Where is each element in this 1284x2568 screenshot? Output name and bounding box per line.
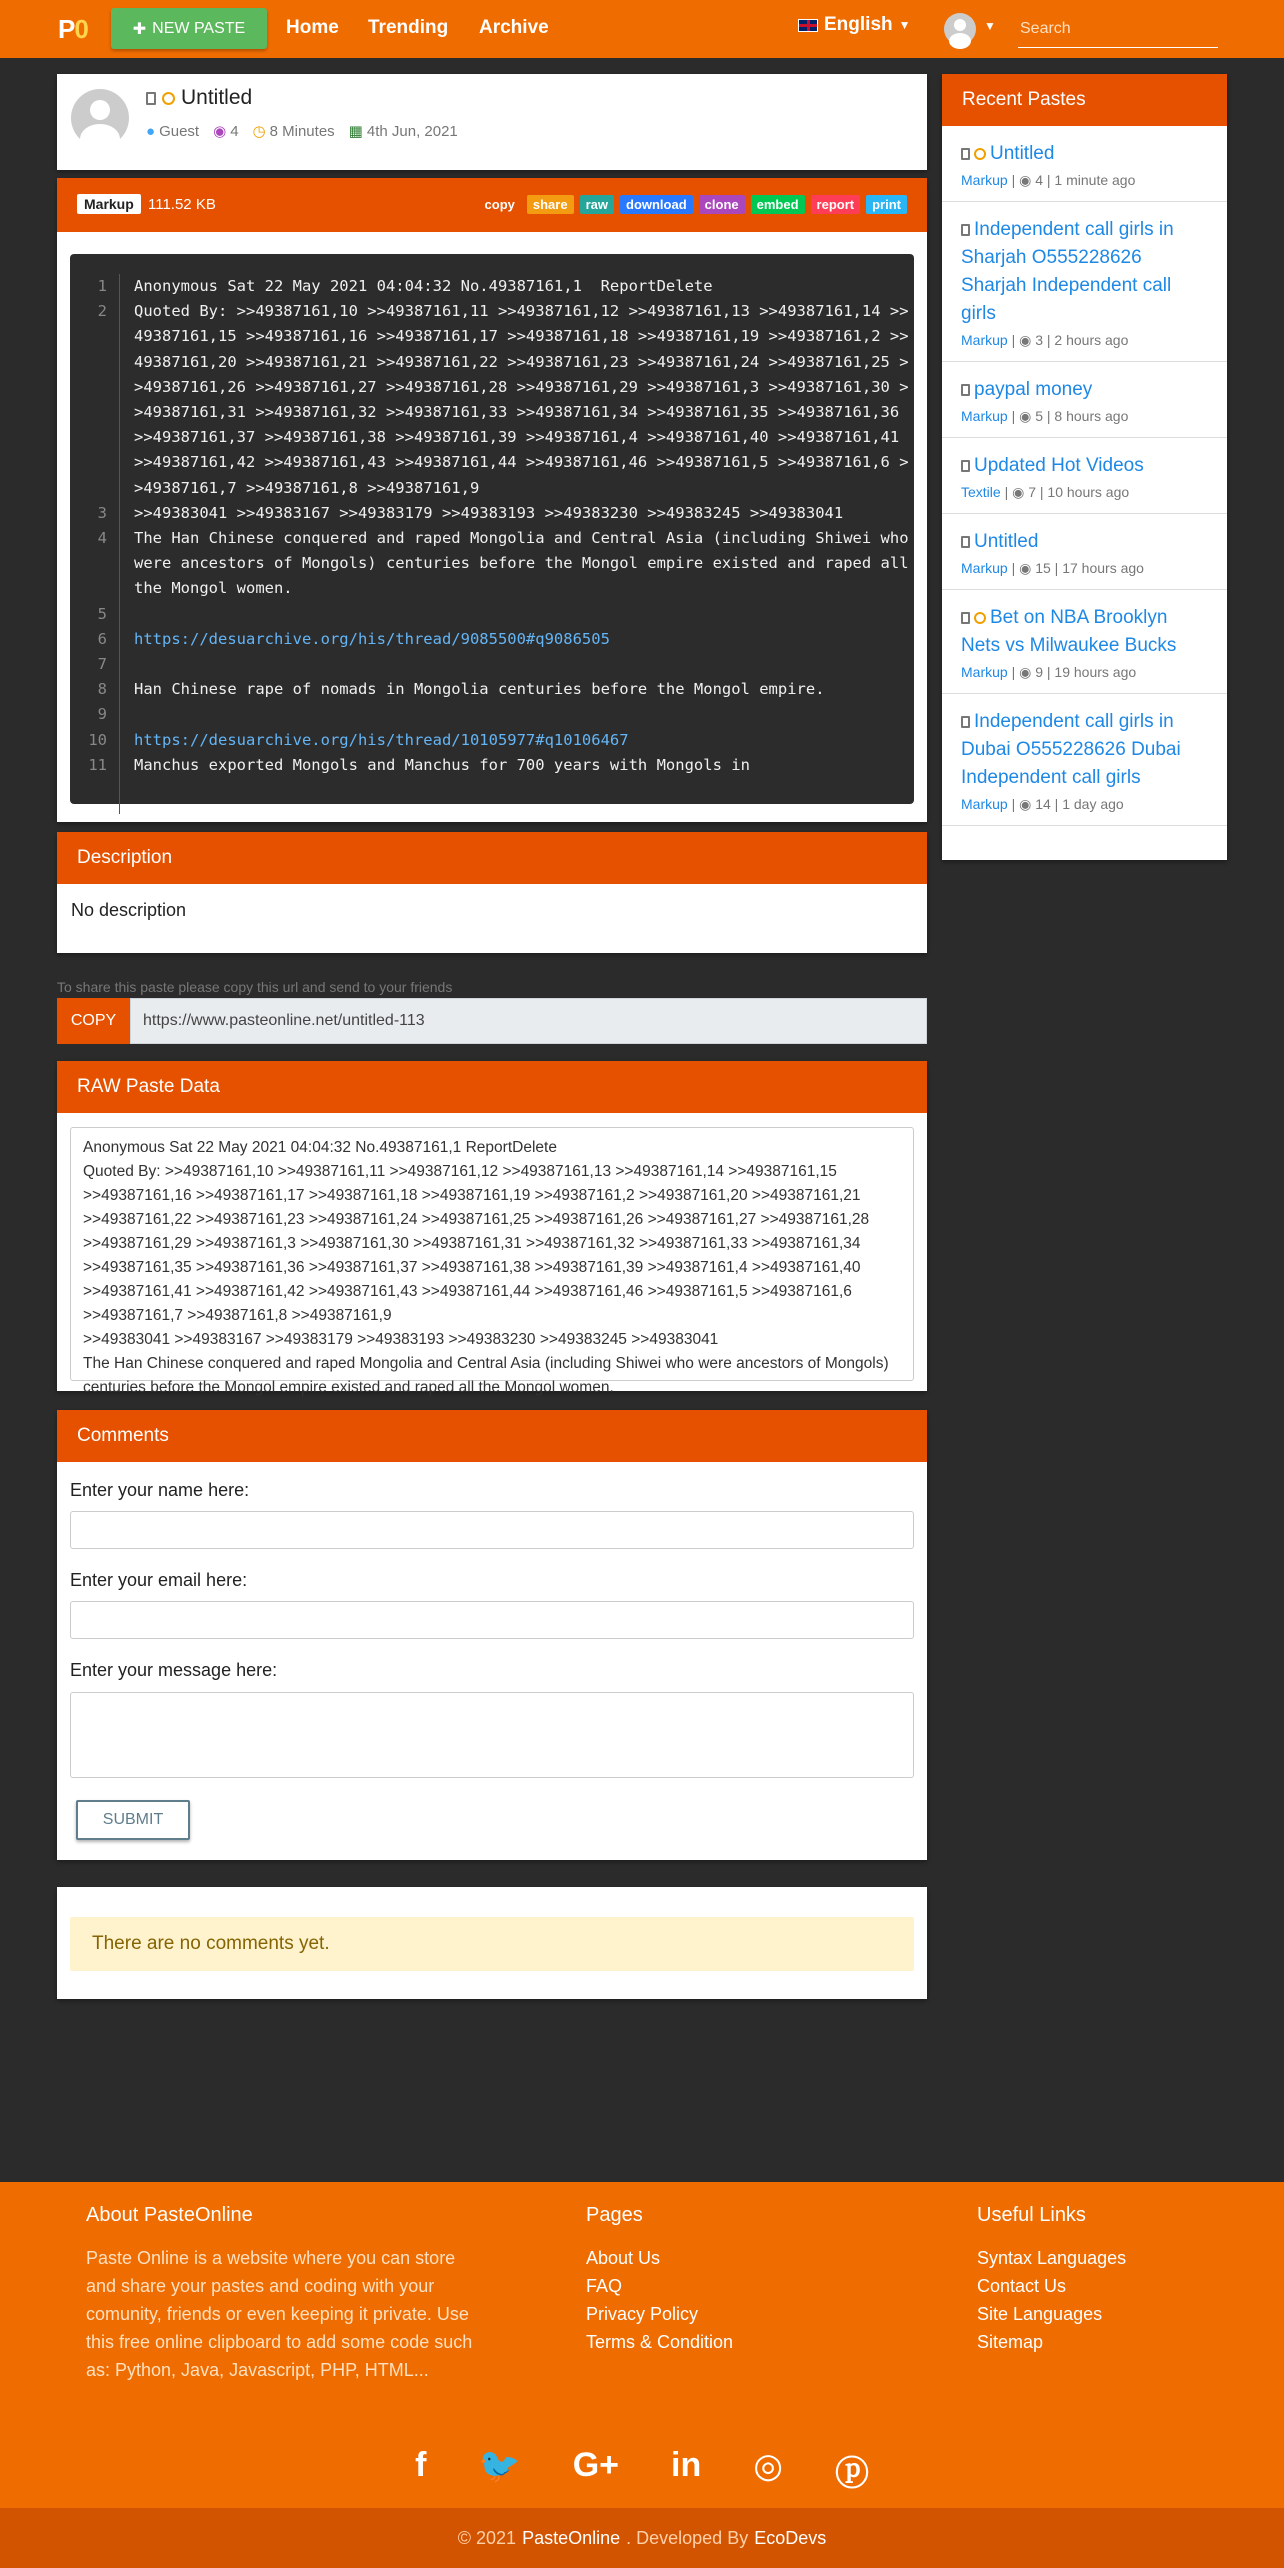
line-number: 5	[97, 605, 107, 623]
document-icon	[961, 716, 970, 728]
line-number: 1	[97, 277, 107, 295]
footer-link-about[interactable]: About Us	[586, 2248, 661, 2268]
code-line: Han Chinese rape of nomads in Mongolia centuries before the Mongol empire.	[134, 680, 825, 699]
document-icon	[961, 536, 970, 548]
navbar	[0, 0, 1284, 58]
recent-paste-syntax[interactable]: Textile	[961, 484, 1001, 500]
recent-paste-syntax[interactable]: Markup	[961, 560, 1008, 576]
recent-pastes-heading: Recent Pastes	[942, 74, 1227, 126]
code-line	[134, 652, 914, 677]
code-line	[134, 702, 914, 727]
document-icon	[961, 224, 970, 236]
recent-paste-item[interactable]	[942, 202, 1227, 362]
syntax-badge: Markup	[77, 194, 141, 214]
paste-size: 111.52 KB	[148, 196, 216, 213]
recent-paste-syntax[interactable]: Markup	[961, 408, 1008, 424]
code-line	[134, 602, 914, 627]
share-url-field[interactable]: https://www.pasteonline.net/untitled-113	[130, 998, 927, 1044]
nav-home[interactable]: Home	[286, 17, 339, 38]
submit-button[interactable]: SUBMIT	[76, 1800, 190, 1840]
eye-icon: ◉	[1019, 332, 1032, 348]
document-icon	[961, 384, 970, 396]
eye-icon: ◉	[213, 123, 227, 140]
clock-icon	[974, 148, 986, 160]
footer-useful-list	[977, 2244, 1126, 2356]
line-number: 2	[97, 302, 107, 320]
code-line: >>49383041 >>49383167 >>49383179 >>49383193 >>49383230 >>49383245 >>49383041	[134, 503, 844, 522]
code-line: Anonymous Sat 22 May 2021 04:04:32 No.49387161,1 ReportDelete	[134, 277, 713, 295]
line-number: 6	[97, 630, 107, 648]
document-icon	[961, 460, 970, 472]
download-button[interactable]: download	[620, 195, 693, 214]
calendar-icon: ▦	[348, 123, 363, 140]
raw-card	[57, 1061, 927, 1396]
eye-icon: ◉	[1019, 664, 1032, 680]
recent-paste-meta: Markup | ◉ 3 | 2 hours ago	[961, 332, 1129, 348]
code-line: The Han Chinese conquered and raped Mongolia and Central Asia (including Shiwei who were ancestors of Mongols) centuries before the Mongol empire existed and raped all the Mongol women.	[134, 529, 918, 598]
recent-paste-item[interactable]	[942, 126, 1227, 202]
footer-link-faq[interactable]: FAQ	[586, 2276, 623, 2296]
code-content	[134, 274, 918, 778]
print-button[interactable]: print	[866, 195, 907, 214]
caret-down-icon: ▼	[898, 18, 911, 32]
line-number: 7	[97, 655, 107, 673]
name-label: Enter your name here:	[70, 1480, 250, 1500]
social-links	[0, 2446, 1284, 2495]
recent-paste-views: 14 | 1 day ago	[1031, 796, 1124, 812]
name-input[interactable]	[70, 1511, 914, 1549]
recent-paste-views: 7 | 10 hours ago	[1024, 484, 1130, 500]
embed-button[interactable]: embed	[751, 195, 805, 214]
recent-paste-item[interactable]	[942, 438, 1227, 514]
recent-paste-views: 4 | 1 minute ago	[1031, 172, 1136, 188]
code-line: Manchus exported Mongols and Manchus for 700 years with Mongols in	[134, 755, 750, 774]
line-number: 11	[88, 756, 107, 774]
document-icon	[146, 92, 156, 105]
footer-link-languages[interactable]: Site Languages	[977, 2304, 1103, 2324]
code-viewer[interactable]	[70, 254, 918, 804]
footer-about-heading: About PasteOnline	[86, 2204, 253, 2226]
recent-paste-views: 9 | 19 hours ago	[1031, 664, 1137, 680]
email-label: Enter your email here:	[70, 1570, 248, 1590]
recent-paste-syntax[interactable]: Markup	[961, 172, 1008, 188]
raw-paste-textarea[interactable]	[70, 1127, 914, 1396]
share-url-group	[57, 998, 927, 1044]
recent-paste-meta: Textile | ◉ 7 | 10 hours ago	[961, 484, 1130, 500]
caret-down-icon[interactable]: ▼	[984, 19, 996, 33]
comments-card	[57, 1410, 927, 1860]
share-hint: To share this paste please copy this url and send to your friends	[57, 979, 453, 995]
uk-flag-icon	[798, 19, 818, 32]
recent-paste-syntax[interactable]: Markup	[961, 796, 1008, 812]
nav-trending[interactable]: Trending	[368, 17, 449, 38]
comments-heading: Comments	[57, 1410, 927, 1462]
footer-link-terms[interactable]: Terms & Condition	[586, 2332, 734, 2352]
description-text: No description	[71, 900, 187, 920]
paste-views: ◉ 4	[213, 122, 239, 140]
recent-paste-syntax[interactable]: Markup	[961, 664, 1008, 680]
line-numbers	[70, 274, 120, 814]
recent-paste-title[interactable]: Untitled	[961, 528, 1208, 556]
code-toolbar	[57, 178, 927, 232]
raw-button[interactable]: raw	[580, 195, 614, 214]
email-input[interactable]	[70, 1601, 914, 1639]
raw-line: Quoted By: >>49387161,10 >>49387161,11 >>49387161,12 >>49387161,13 >>49387161,14 >>49387161,15 >>49387161,16 >>49387161,17 >>49387161,18 >>49387161,19 >>49387161,2 >>49387161,20 >>49387161,21 >>49387161,22 >>49387161,23 >>49387161,24 >>49387161,25 >>49387161,26 >>49387161,27 >>49387161,28 >>49387161,29 >>49387161,3 >>49387161,30 >>49387161,31 >>49387161,32 >>49387161,33 >>49387161,34 >>49387161,35 >>49387161,36 >>49387161,37 >>49387161,38 >>49387161,39 >>49387161,4 >>49387161,40 >>49387161,41 >>49387161,42 >>49387161,43 >>49387161,44 >>49387161,46 >>49387161,5 >>49387161,6 >>49387161,7 >>49387161,8 >>49387161,9	[83, 1163, 870, 1324]
recent-paste-views: 15 | 17 hours ago	[1031, 560, 1144, 576]
code-line: https://desuarchive.org/his/thread/10105977#q10106467	[134, 730, 629, 749]
nav-archive[interactable]: Archive	[479, 17, 549, 38]
instagram-icon[interactable]: ◎	[753, 2447, 783, 2485]
recent-paste-item[interactable]	[942, 694, 1227, 826]
document-icon	[961, 612, 970, 624]
paste-age: ◷ 8 Minutes	[252, 122, 335, 140]
raw-line: Anonymous Sat 22 May 2021 04:04:32 No.49387161,1 ReportDelete	[83, 1139, 557, 1156]
clone-button[interactable]: clone	[699, 195, 745, 214]
recent-paste-title[interactable]: Independent call girls in Sharjah O555228626 Sharjah Independent call girls	[961, 219, 1174, 324]
facebook-icon[interactable]: f	[415, 2446, 427, 2484]
clock-icon	[162, 92, 175, 105]
recent-pastes-list	[942, 126, 1227, 826]
recent-paste-views: 5 | 8 hours ago	[1031, 408, 1129, 424]
recent-paste-title[interactable]: paypal money	[961, 376, 1208, 404]
search-input[interactable]	[1018, 10, 1218, 48]
clock-icon: ◷	[252, 123, 266, 140]
recent-paste-title[interactable]: Independent call girls in Dubai O555228626 Dubai Independent call girls	[961, 711, 1181, 788]
paste-meta	[146, 122, 458, 140]
paste-date: ▦ 4th Jun, 2021	[348, 122, 458, 140]
developer-link[interactable]: EcoDevs	[754, 2527, 827, 2548]
footer-pages-list	[586, 2244, 733, 2356]
line-number: 8	[97, 680, 107, 698]
footer	[0, 2182, 1284, 2508]
recent-paste-item[interactable]	[942, 590, 1227, 694]
paste-actions	[479, 195, 907, 214]
recent-pastes-card	[942, 74, 1227, 860]
eye-icon: ◉	[1019, 796, 1032, 812]
paste-author: ● Guest	[146, 122, 200, 140]
paste-header-card	[57, 74, 927, 170]
copyright-bar: © 2021 PasteOnline . Developed By EcoDevs	[0, 2508, 1284, 2568]
language-dropdown[interactable]: English ▼	[798, 14, 911, 36]
recent-paste-title[interactable]: Untitled	[961, 140, 1208, 168]
description-card	[57, 832, 927, 953]
message-textarea[interactable]	[70, 1692, 914, 1778]
site-logo[interactable]: P0	[58, 14, 88, 44]
recent-paste-item[interactable]	[942, 362, 1227, 438]
no-comments-alert: There are no comments yet.	[70, 1917, 914, 1971]
raw-line: The Han Chinese conquered and raped Mongolia and Central Asia (including Shiwei who were ancestors of Mongols) centuries before the Mongol empire existed and raped all the Mongol women.	[83, 1355, 889, 1396]
footer-link-syntax[interactable]: Syntax Languages	[977, 2248, 1127, 2268]
copy-url-button[interactable]: COPY	[57, 998, 130, 1044]
footer-link-contact[interactable]: Contact Us	[977, 2276, 1067, 2296]
footer-pages-heading: Pages	[586, 2204, 643, 2226]
raw-line: >>49383041 >>49383167 >>49383179 >>49383193 >>49383230 >>49383245 >>49383041	[83, 1331, 719, 1348]
footer-link-privacy[interactable]: Privacy Policy	[586, 2304, 699, 2324]
code-card	[57, 178, 927, 822]
code-line: Quoted By: >>49387161,10 >>49387161,11 >>49387161,12 >>49387161,13 >>49387161,14 >>49387161,15 >>49387161,16 >>49387161,17 >>49387161,18 >>49387161,19 >>49387161,2 >>49387161,20 >>49387161,21 >>49387161,22 >>49387161,23 >>49387161,24 >>49387161,25 >>49387161,26 >>49387161,27 >>49387161,28 >>49387161,29 >>49387161,3 >>49387161,30 >>49387161,31 >>49387161,32 >>49387161,33 >>49387161,34 >>49387161,35 >>49387161,36 >>49387161,37 >>49387161,38 >>49387161,39 >>49387161,4 >>49387161,40 >>49387161,41 >>49387161,42 >>49387161,43 >>49387161,44 >>49387161,46 >>49387161,5 >>49387161,6 >>49387161,7 >>49387161,8 >>49387161,9	[134, 302, 909, 497]
eye-icon: ◉	[1019, 172, 1032, 188]
copy-button[interactable]: copy	[479, 195, 521, 214]
recent-paste-meta: Markup | ◉ 9 | 19 hours ago	[961, 664, 1137, 680]
user-avatar[interactable]	[944, 13, 976, 45]
brand-link[interactable]: PasteOnline	[522, 2527, 621, 2548]
author-avatar	[71, 89, 129, 147]
pinterest-icon[interactable]: ⓟ	[834, 2455, 869, 2493]
recent-paste-meta: Markup | ◉ 14 | 1 day ago	[961, 796, 1124, 812]
share-button[interactable]: share	[527, 195, 574, 214]
code-line: https://desuarchive.org/his/thread/9085500#q9086505	[134, 629, 610, 648]
line-number: 9	[97, 705, 107, 723]
paste-title: Untitled	[146, 86, 252, 110]
recent-paste-title[interactable]: Updated Hot Videos	[961, 452, 1208, 480]
footer-about-text: Paste Online is a website where you can store and share your pastes and coding with your comunity, friends or even keeping it private. Use this free online clipboard to add some code such as: Python, Java, Javascript, PHP, HTML...	[86, 2248, 473, 2380]
eye-icon: ◉	[1012, 484, 1025, 500]
description-heading: Description	[57, 832, 927, 884]
raw-heading: RAW Paste Data	[57, 1061, 927, 1113]
clock-icon	[974, 612, 986, 624]
document-icon	[961, 148, 970, 160]
recent-paste-meta: Markup | ◉ 4 | 1 minute ago	[961, 172, 1136, 188]
google-plus-icon[interactable]: G+	[572, 2446, 620, 2484]
user-icon: ●	[146, 122, 156, 140]
line-number: 3	[97, 504, 107, 522]
eye-icon: ◉	[1019, 560, 1032, 576]
recent-paste-title[interactable]: Bet on NBA Brooklyn Nets vs Milwaukee Bucks	[961, 607, 1177, 656]
recent-paste-meta: Markup | ◉ 15 | 17 hours ago	[961, 560, 1144, 576]
footer-links-heading: Useful Links	[977, 2204, 1086, 2226]
plus-icon: ✚	[132, 20, 147, 38]
recent-paste-syntax[interactable]: Markup	[961, 332, 1008, 348]
no-comments-card	[57, 1887, 927, 1999]
line-number: 4	[97, 529, 107, 547]
footer-link-sitemap[interactable]: Sitemap	[977, 2332, 1044, 2352]
line-number: 10	[88, 731, 107, 749]
message-label: Enter your message here:	[70, 1660, 278, 1680]
recent-paste-meta: Markup | ◉ 5 | 8 hours ago	[961, 408, 1129, 424]
eye-icon: ◉	[1019, 408, 1032, 424]
new-paste-button[interactable]: ✚ NEW PASTE	[111, 8, 267, 49]
recent-paste-item[interactable]	[942, 514, 1227, 590]
twitter-icon[interactable]: 🐦	[478, 2447, 521, 2485]
report-button[interactable]: report	[811, 195, 861, 214]
recent-paste-views: 3 | 2 hours ago	[1031, 332, 1129, 348]
linkedin-icon[interactable]: in	[671, 2446, 702, 2484]
